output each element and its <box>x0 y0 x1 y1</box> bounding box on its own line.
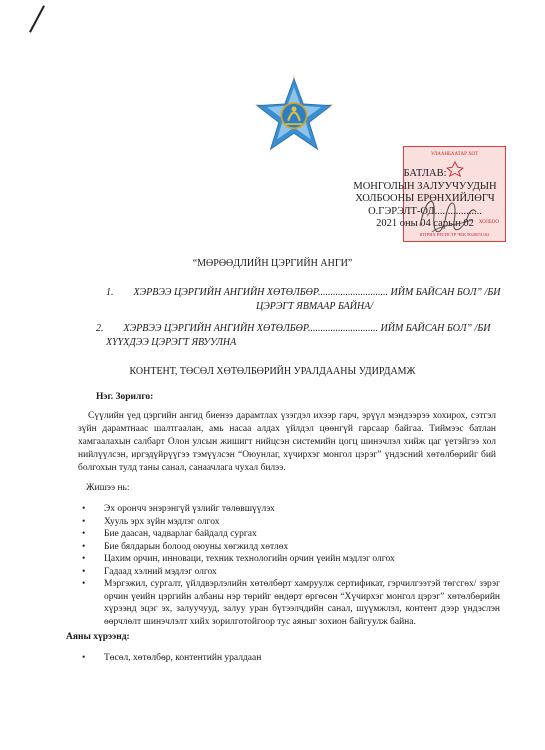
example-list <box>82 503 500 628</box>
item-line-2: ХҮҮХДЭЭ ЦЭРЭГТ ЯВУУЛНА <box>106 337 237 348</box>
list-item: • Гадаад хэлний мэдлэг олгох <box>82 566 500 579</box>
item-line-1: ХЭРВЭЭ ЦЭРГИЙН АНГИЙН ХӨТӨЛБӨР............................ ИЙМ БАЙСАН БОЛ” /БИ <box>123 323 491 334</box>
list-item: • Цахим орчин, инноваци, техник технологийн орчин үеийн мэдлэг олгох <box>82 553 500 566</box>
list-item: • Хууль эрх зүйн мэдлэг олгох <box>82 516 500 529</box>
document-title: “МӨРӨӨДЛИЙН ЦЭРГИЙН АНГИ” <box>192 258 353 269</box>
list-item: • Бие даасан, чадварлаг байдалд сургах <box>82 528 500 541</box>
campaign-list <box>82 652 500 665</box>
item-number: 1. <box>106 287 114 298</box>
approval-line-3: ХОЛБООНЫ ЕРӨНХИЙЛӨГЧ <box>355 193 495 204</box>
signature <box>412 186 482 246</box>
stamp-side-text: ХОЛБОО <box>478 220 499 225</box>
section-1-title: Нэг. Зорилго: <box>96 392 154 402</box>
purpose-paragraph: Сүүлийн үед цэргийн ангид биенээ дарамтлах үзэгдэл ихээр гарч, эрүүл мэндээрээ хохирох, сэтгэл зүйн дарамтнаас шалтгаалан, амь насаа алдах үйлдэл цөөнгүй гарсаар байгаа. Тиймээс батлан хамгаалахын салбарт Олон улсын жишигт нийцсэн системийн цогц шинэчлэл хийж цаг үетэйгээ хол нийлүүлсэн, иргэдүйрүүгээ тэмүүлсэн “Оюунлаг, хүчирхэг монгол цэрэг” үндэсний хөтөлбөрийг бий болгохын тулд таны санал, санаачлага чухал билээ. <box>78 411 496 473</box>
item-line-2: ЦЭРЭГТ ЯВМААР БАЙНА/ <box>256 301 374 312</box>
section-2-title: Аяны хүрээнд: <box>66 632 130 642</box>
numbered-item-1 <box>106 286 526 314</box>
list-item: • Мэргэжил, сургалт, үйлдвэрлэлийн хөтөлбөрт хамруулж сертификат, гэрчилгээтэй төгсгөх/ зэрэг орчин үеийн цэргийн албаны нэр төрийг өндөрт өргөсөн “Хүчирхэг монгол цэрэг” хөтөлбөрийн хүрээнд эцэг эх, залуучууд, залуу уран бүтээлчдийн санал, шүүмжлэл, контент дээр үндэслэн өөрчлөлт шинэчлэлт хийх зорилготойгоор тус аяныг зохион байгуулж байна. <box>82 578 500 628</box>
item-number: 2. <box>96 323 104 334</box>
section-heading: КОНТЕНТ, ТӨСӨЛ ХӨТӨЛБӨРИЙН УРАЛДААНЫ УДИРДАМЖ <box>129 366 416 377</box>
item-line-1: ХЭРВЭЭ ЦЭРГИЙН АНГИЙН ХӨТӨЛБӨР............................ ИЙМ БАЙСАН БОЛ” /БИ <box>133 287 501 298</box>
list-item: • Эх орончч энэрэнгүй үзлийг төлөвшүүлэх <box>82 503 500 516</box>
approval-line-4: О.ГЭРЭЛТ-ОД.................. <box>368 205 482 217</box>
approval-line-2: МОНГОЛЫН ЗАЛУУЧУУДЫН <box>353 180 497 192</box>
example-label: Жишээ нь: <box>86 483 130 493</box>
approval-line-1: БАТЛАВ: <box>403 168 447 179</box>
approval-date: 2021 оны 04 сарын 02 <box>376 218 474 229</box>
numbered-item-2 <box>96 322 526 350</box>
list-item: • Бие бялдарын болоод оюуны хөгжилд хөтлөх <box>82 541 500 554</box>
stamp-bottom-text: ШТРИХ РЕГИСТР ЧЕК 9020051162 <box>419 232 490 237</box>
army-emblem-icon <box>252 72 336 156</box>
stamp-top-text: УЛААНБААТАР ХОТ <box>430 152 479 157</box>
scan-mark <box>29 5 45 32</box>
list-item: • Төсөл, хөтөлбөр, контентийн уралдаан <box>82 652 500 665</box>
